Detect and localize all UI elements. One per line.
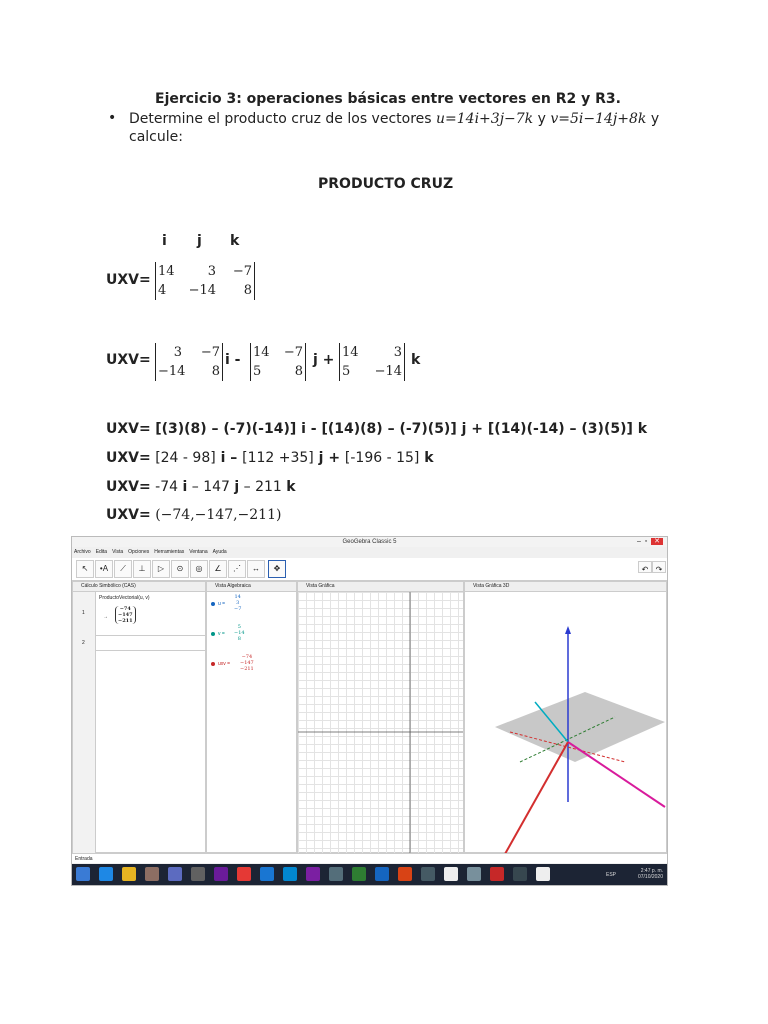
conic-tool-icon[interactable]: ◎: [190, 560, 208, 578]
det-cell: 8: [211, 364, 220, 379]
menu-edita[interactable]: Edita: [95, 549, 108, 555]
clock-time: 2:47 p. m.: [640, 868, 663, 874]
uxv-label: uxv =: [218, 661, 231, 667]
sep: i -: [296, 421, 322, 437]
u-label: u =: [218, 601, 226, 607]
graphics-grid[interactable]: [298, 592, 463, 854]
minor-i-determinant: [155, 343, 223, 381]
menu-ventana[interactable]: Ventana: [189, 549, 208, 555]
slider-tool-icon[interactable]: ↔: [247, 560, 265, 578]
move-tool-icon[interactable]: ↖: [76, 560, 94, 578]
media-icon[interactable]: [145, 867, 159, 881]
coef-i: -74: [150, 479, 183, 495]
menu-opciones[interactable]: Opciones: [128, 549, 150, 555]
term-j: [(14)(8) – (-7)(5)]: [321, 421, 457, 437]
result-tuple: (−74,−147,−211): [155, 507, 282, 523]
menu-herramientas[interactable]: Herramientas: [154, 549, 185, 555]
sep: i –: [215, 450, 243, 466]
circle-tool-icon[interactable]: ⊙: [171, 560, 189, 578]
u-expression: u=14i+3j−7k: [436, 111, 534, 127]
app-icon[interactable]: [191, 867, 205, 881]
det-cell: 4: [158, 283, 167, 298]
label-i: i: [162, 233, 167, 249]
uxv-label: UXV=: [106, 352, 151, 368]
sep: j +: [313, 450, 345, 466]
cas-result-value: −147: [118, 612, 133, 618]
det-cell: −14: [158, 364, 186, 379]
det-cell: −14: [374, 364, 402, 379]
coef-k: – 211: [239, 479, 287, 495]
line-tool-icon[interactable]: ⟋: [114, 560, 132, 578]
algebra-panel: [206, 581, 297, 853]
label-k: k: [230, 233, 240, 249]
redo-icon[interactable]: ↷: [652, 561, 666, 573]
op-k: k: [411, 352, 421, 368]
u-visibility-dot[interactable]: [211, 602, 215, 606]
v-vector: [234, 624, 245, 642]
det-cell: −7: [283, 345, 303, 360]
reflect-tool-icon[interactable]: ⋰: [228, 560, 246, 578]
det-cell: 3: [207, 264, 216, 279]
bullet-icon: •: [108, 110, 117, 126]
edge-icon[interactable]: [99, 867, 113, 881]
menu-archivo[interactable]: Archivo: [74, 549, 91, 555]
word-icon[interactable]: [375, 867, 389, 881]
op-i: i -: [225, 352, 241, 368]
polygon-tool-icon[interactable]: ▷: [152, 560, 170, 578]
cas-result-value: −211: [118, 618, 133, 624]
det-cell: 14: [158, 264, 175, 279]
minor-j-determinant: [250, 343, 306, 381]
perpendicular-tool-icon[interactable]: ⊥: [133, 560, 151, 578]
app-icon[interactable]: [329, 867, 343, 881]
uxv-value: −147: [240, 660, 254, 666]
expansion-line-3: [106, 479, 296, 495]
unit-i: i: [182, 479, 188, 495]
u-vector: [234, 594, 241, 612]
v-value: −14: [234, 630, 245, 636]
graphics-3d-canvas[interactable]: [465, 592, 666, 854]
graphics-2d-panel: [297, 581, 464, 853]
cas-result-value: −74: [119, 606, 131, 612]
window-title: GeoGebra Classic 5: [72, 537, 667, 547]
app-icon[interactable]: [214, 867, 228, 881]
v-value: 5: [237, 624, 241, 630]
cas-row-number: 2: [82, 640, 85, 646]
term-k: [-196 - 15]: [344, 450, 420, 466]
v-value: 8: [237, 636, 241, 642]
folder-icon[interactable]: [122, 867, 136, 881]
geogebra-icon[interactable]: [444, 867, 458, 881]
expansion-line-2: [106, 450, 434, 466]
cas-header: Cálculo Simbólico (CAS): [73, 582, 205, 592]
minor-k-determinant: [339, 343, 405, 381]
exercise-title: Ejercicio 3: operaciones básicas entre vectores en R2 y R3.: [155, 91, 621, 107]
uxv-label: UXV=: [106, 507, 151, 523]
coef-j: – 147: [187, 479, 235, 495]
language-indicator[interactable]: ESP: [606, 872, 617, 878]
det-cell: −14: [188, 283, 216, 298]
uxv-value: −211: [240, 666, 254, 672]
uxv-label: UXV=: [106, 450, 151, 466]
graphics-3d-panel: [464, 581, 667, 853]
det-cell: 3: [393, 345, 402, 360]
cas-divider: [95, 650, 205, 651]
app-icon[interactable]: [421, 867, 435, 881]
excel-icon[interactable]: [352, 867, 366, 881]
acrobat-icon[interactable]: [490, 867, 504, 881]
toolbar: [72, 558, 667, 581]
app-icon[interactable]: [168, 867, 182, 881]
expansion-line-1: [106, 421, 647, 437]
angle-tool-icon[interactable]: ∠: [209, 560, 227, 578]
sep: k: [632, 421, 648, 437]
geogebra-screenshot: [71, 536, 668, 886]
u-value: −7: [234, 606, 242, 612]
algebra-header: Vista Algebraica: [207, 582, 296, 592]
input-bar[interactable]: [72, 853, 667, 863]
sep: k: [419, 450, 434, 466]
label-j: j: [197, 233, 202, 249]
cas-panel: [72, 581, 206, 853]
v-label: v =: [218, 631, 225, 637]
ie-icon[interactable]: [260, 867, 274, 881]
menu-bar: [72, 548, 667, 557]
det-cell: 14: [342, 345, 359, 360]
menu-ayuda[interactable]: Ayuda: [212, 549, 227, 555]
cas-row-gutter: [73, 592, 96, 854]
det-cell: 3: [173, 345, 182, 360]
skype-icon[interactable]: [283, 867, 297, 881]
cas-command[interactable]: ProductoVectorial(u, v): [99, 595, 150, 601]
det-cell: 8: [294, 364, 303, 379]
taskbar-clock[interactable]: [638, 868, 663, 880]
v-expression: v=5i−14j+8k: [550, 111, 647, 127]
term-k: [(14)(-14) – (3)(5)]: [487, 421, 633, 437]
main-determinant: [155, 262, 255, 300]
uxv-label: UXV=: [106, 272, 151, 288]
expansion-line-4: [106, 507, 281, 523]
geogebra-icon[interactable]: [536, 867, 550, 881]
intro-part-a: Determine el producto cruz de los vectores: [129, 111, 437, 127]
uxv-vector: [240, 654, 254, 672]
intro-part-b: y: [533, 111, 551, 127]
undo-icon[interactable]: ↶: [638, 561, 652, 573]
input-label: Entrada: [75, 856, 93, 862]
window-controls[interactable]: – ▫ ✕: [637, 537, 663, 547]
menu-vista[interactable]: Vista: [112, 549, 124, 555]
chrome-icon[interactable]: [237, 867, 251, 881]
det-cell: 8: [243, 283, 252, 298]
powerpoint-icon[interactable]: [398, 867, 412, 881]
cas-row-number: 1: [82, 610, 85, 616]
term-j: [112 +35]: [242, 450, 314, 466]
clock-date: 07/10/2020: [637, 874, 663, 880]
op-j: j +: [313, 352, 335, 368]
point-tool-icon[interactable]: •A: [95, 560, 113, 578]
axes-2d: [298, 592, 463, 854]
u-value: 3: [236, 600, 240, 606]
windows-taskbar: [72, 864, 667, 885]
u-value: 14: [234, 594, 241, 600]
graphics-3d-header: Vista Gráfica 3D: [465, 582, 666, 592]
start-icon[interactable]: [76, 867, 90, 881]
intro-part-c: y calcule:: [129, 111, 660, 145]
uxv-visibility-dot[interactable]: [211, 662, 215, 666]
uxv-label: UXV=: [106, 479, 151, 495]
det-cell: 5: [253, 364, 262, 379]
unit-j: j: [234, 479, 240, 495]
sep: j +: [456, 421, 488, 437]
onenote-icon[interactable]: [306, 867, 320, 881]
det-cell: −7: [200, 345, 220, 360]
v-visibility-dot[interactable]: [211, 632, 215, 636]
app-icon[interactable]: [513, 867, 527, 881]
det-cell: 5: [342, 364, 351, 379]
cas-result-vector: [115, 606, 136, 624]
app-icon[interactable]: [467, 867, 481, 881]
graphics-header: Vista Gráfica: [298, 582, 463, 592]
uxv-label: UXV=: [106, 421, 151, 437]
det-cell: −7: [232, 264, 252, 279]
section-title: PRODUCTO CRUZ: [318, 176, 454, 192]
uxv-value: −74: [241, 654, 253, 660]
intro-text: [129, 110, 674, 146]
det-cell: 14: [253, 345, 270, 360]
term-i: [24 - 98]: [155, 450, 216, 466]
cas-arrow: →: [103, 614, 108, 620]
unit-k: k: [286, 479, 296, 495]
term-i: [(3)(8) – (-7)(-14)]: [155, 421, 297, 437]
move-view-tool-icon[interactable]: ✥: [268, 560, 286, 578]
cas-divider: [95, 635, 205, 636]
